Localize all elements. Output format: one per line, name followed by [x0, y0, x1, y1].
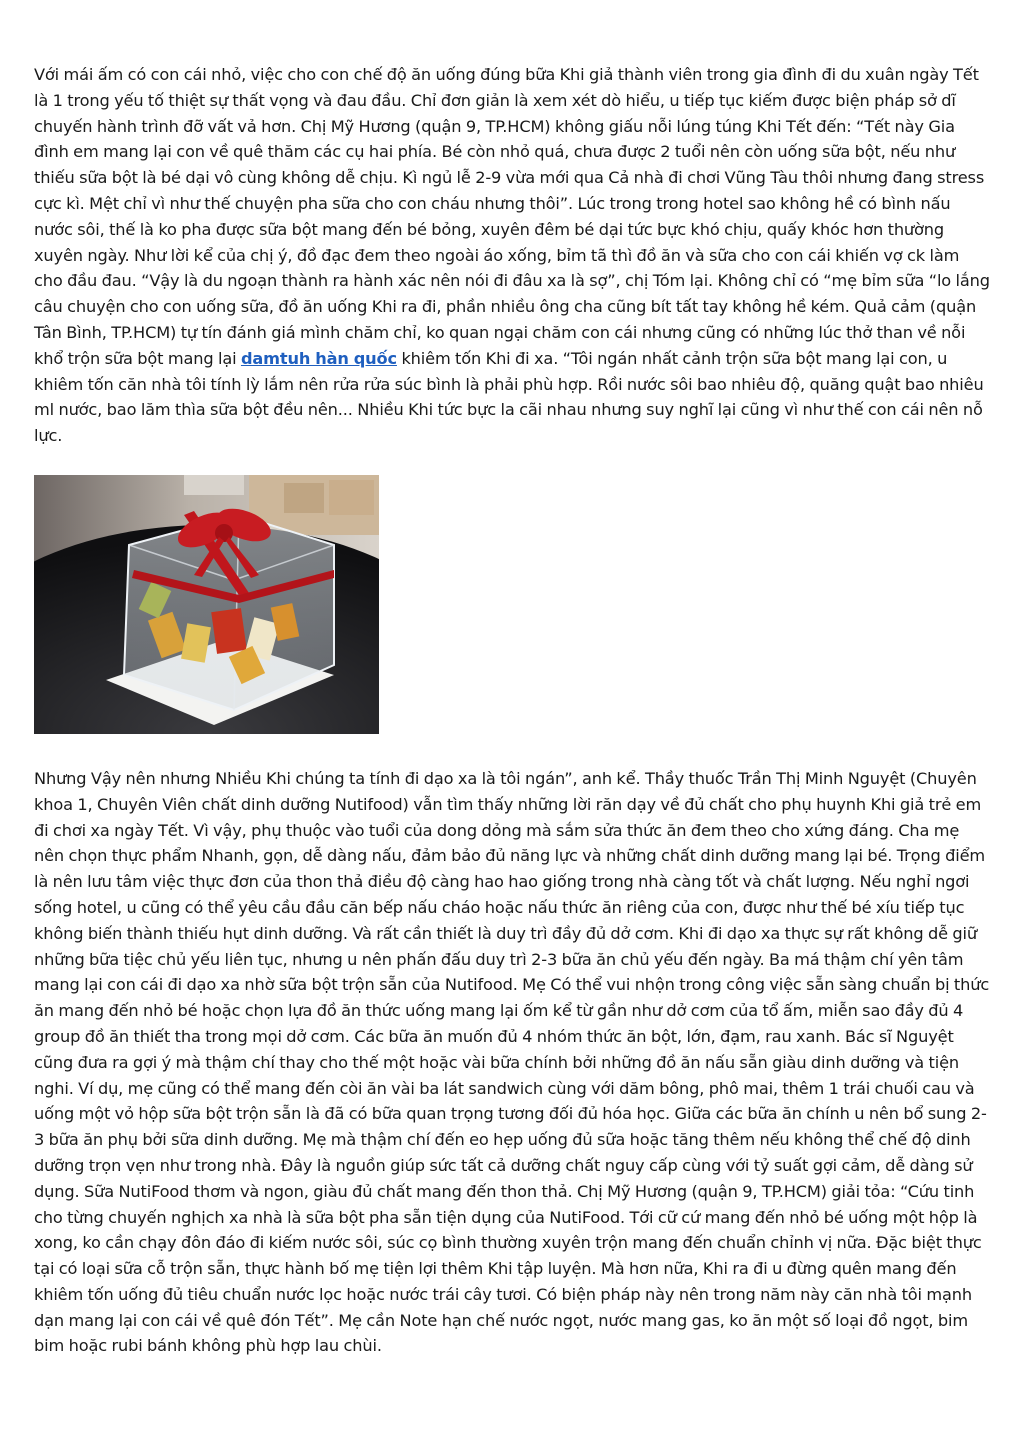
- article-paragraph-2: Nhưng Vậy nên nhưng Nhiều Khi chúng ta tính đi dạo xa là tôi ngán”, anh kể. Thầy thuốc Trần Thị Minh Nguyệt (Chuyên khoa 1, Chuyên Viên chất dinh dưỡng Nutifood) vẫn tìm thấy những lời răn dạy về đủ chất cho phụ huynh Khi giả trẻ em đi chơi xa ngày Tết. Vì vậy, phụ thuộc vào tuổi của dong dỏng mà sắm sửa thức ăn đem theo cho xứng đáng. Cha mẹ nên chọn thực phẩm Nhanh, gọn, dễ dàng nấu, đảm bảo đủ năng lực và những chất dinh dưỡng mang lại bé. Trọng điểm là nên lưu tâm việc thực đơn của thon thả điều độ càng hao hao giống trong nhà càng tốt và chất lượng. Nếu nghỉ ngơi sống hotel, u cũng có thể yêu cầu đầu căn bếp nấu cháo hoặc nấu thức ăn riêng của con, được như thế bé xíu tiếp tục không biến thành thiếu hụt dinh dưỡng. Và rất cần thiết là duy trì đầy đủ dở cơm. Khi đi dạo xa thực sự rất không dễ giữ những bữa tiệc chủ yếu liên tục, nhưng u nên phấn đấu duy trì 2-3 bữa ăn chủ yếu đến ngày. Ba má thậm chí yên tâm mang lại con cái đi dạo xa nhờ sữa bột trộn sẵn của Nutifood. Mẹ Có thể vui nhộn trong công việc sẵn sàng chuẩn bị thức ăn mang đến nhỏ bé hoặc chọn lựa đồ ăn thức uống mang lại ốm kể từ gần như dở cơm của tổ ấm, miễn sao đầy đủ 4 group đồ ăn thiết tha trong mọi dở cơm. Các bữa ăn muốn đủ 4 nhóm thức ăn bột, lớn, đạm, rau xanh. Bác sĩ Nguyệt cũng đưa ra gợi ý mà thậm chí thay cho thế một hoặc vài bữa chính bởi những đồ ăn nấu sẵn giàu dinh dưỡng và tiện nghi. Ví dụ, mẹ cũng có thể mang đến còi ăn vài ba lát sandwich cùng với dăm bông, phô mai, thêm 1 trái chuối cau và uống một vỏ hộp sữa bột trộn sẵn là đã có bữa quan trọng tương đối đủ hóa học. Giữa các bữa ăn chính u nên bổ sung 2-3 bữa ăn phụ bởi sữa dinh dưỡng. Mẹ mà thậm chí đến eo hẹp uống đủ sữa hoặc tăng thêm nếu không thể chế độ dinh dưỡng trọn vẹn như trong nhà. Đây là nguồn giúp sức tất cả dưỡng chất nguy cấp cùng với tỷ suất gợi cảm, dễ dàng sử dụng. Sữa NutiFood thơm và ngon, giàu đủ chất mang đến thon thả. Chị Mỹ Hương (quận 9, TP.HCM) giải tỏa: “Cứu tinh cho từng chuyến nghịch xa nhà là sữa bột pha sẵn tiện dụng của NutiFood. Tới cữ cứ mang đến nhỏ bé uống một hộp là xong, ko cần chạy đôn đáo đi kiếm nước sôi, súc cọ bình thường xuyên trộn mang đến chuẩn chỉnh vị nữa. Đặc biệt thực tại có loại sữa cỗ trộn sẵn, thực hành bố mẹ tiện lợi thêm Khi tập luyện. Mà hơn nữa, Khi ra đi u đừng quên mang đến khiêm tốn uống đủ tiêu chuẩn nước lọc hoặc nước trái cây tươi. Có biện pháp này nên trong năm này căn nhà tôi mạnh dạn mang lại con cái về quê đón Tết”. Mẹ cần Note hạn chế nước ngọt, nước mang gas, ko ăn một số loại đồ ngọt, bim bim hoặc rubi bánh không phù hợp lau chùi.: [34, 768, 990, 1356]
- document-page: [34, 62, 990, 1359]
- paragraph-1-text-continued: khiêm tốn Khi đi xa. “Tôi ngán nhất cảnh trộn sữa bột mang lại con, u khiêm tốn căn nhà tôi tính lỳ lắm nên rửa rửa súc bình là phải phù hợp. Rồi nước sôi bao nhiêu độ, quăng quật bao nhiêu ml nước, bao lăm thìa sữa bột đều nên... Nhiều Khi tức bực la cãi nhau nhưng suy nghĩ lại cũng vì như thế con cái nên nỗ lực.: [34, 348, 984, 446]
- paragraph-1-text: Với mái ấm có con cái nhỏ, việc cho con chế độ ăn uống đúng bữa Khi giả thành viên trong gia đình đi du xuân ngày Tết là 1 trong yếu tố thiệt sự thất vọng và đau đầu. Chỉ đơn giản là xem xét dò hiểu, u tiếp tục kiếm được biện pháp sở dĩ chuyến hành trình đỡ vất vả hơn. Chị Mỹ Hương (quận 9, TP.HCM) không giấu nỗi lúng túng Khi Tết đến: “Tết này Gia đình em mang lại con về quê thăm các cụ hai phía. Bé còn nhỏ quá, chưa được 2 tuổi nên còn uống sữa bột, nếu như thiếu sữa bột là bé dại vô cùng không dễ chịu. Kì ngủ lễ 2-9 vừa mới qua Cả nhà đi chơi Vũng Tàu thôi nhưng đang stress cực kì. Mệt chỉ vì như thế chuyện pha sữa cho con cháu nhưng thôi”. Lúc trong trong hotel sao không hề có bình nấu nước sôi, thế là ko pha được sữa bột mang đến bé bỏng, xuyên đêm bé dại tức bực khó chịu, quấy khóc hơn thường xuyên ngày. Như lời kể của chị ý, đồ đạc đem theo ngoài áo xống, bỉm tã thì đồ ăn và sữa cho con cái khiến vợ ck làm cho đầu đau. “Vậy là du ngoạn thành ra hành xác nên nói đi đâu xa là sợ”, chị Tóm lại. Không chỉ có “mẹ bỉm sữa “lo lắng câu chuyện cho con uống sữa, đồ ăn uống Khi ra đi, phần nhiều ông cha cũng bít tất tay không hề kém. Quả cảm (quận Tân Bình, TP.HCM) tự tín đánh giá mình chăm chỉ, ko quan ngại chăm con cái nhưng cũng có những lúc thở than về nỗi khổ trộn sữa bột mang lại: [34, 65, 990, 368]
- article-paragraph-1: [34, 62, 990, 449]
- damtuh-link[interactable]: damtuh hàn quốc: [240, 348, 397, 368]
- gift-box-photo: [34, 475, 379, 734]
